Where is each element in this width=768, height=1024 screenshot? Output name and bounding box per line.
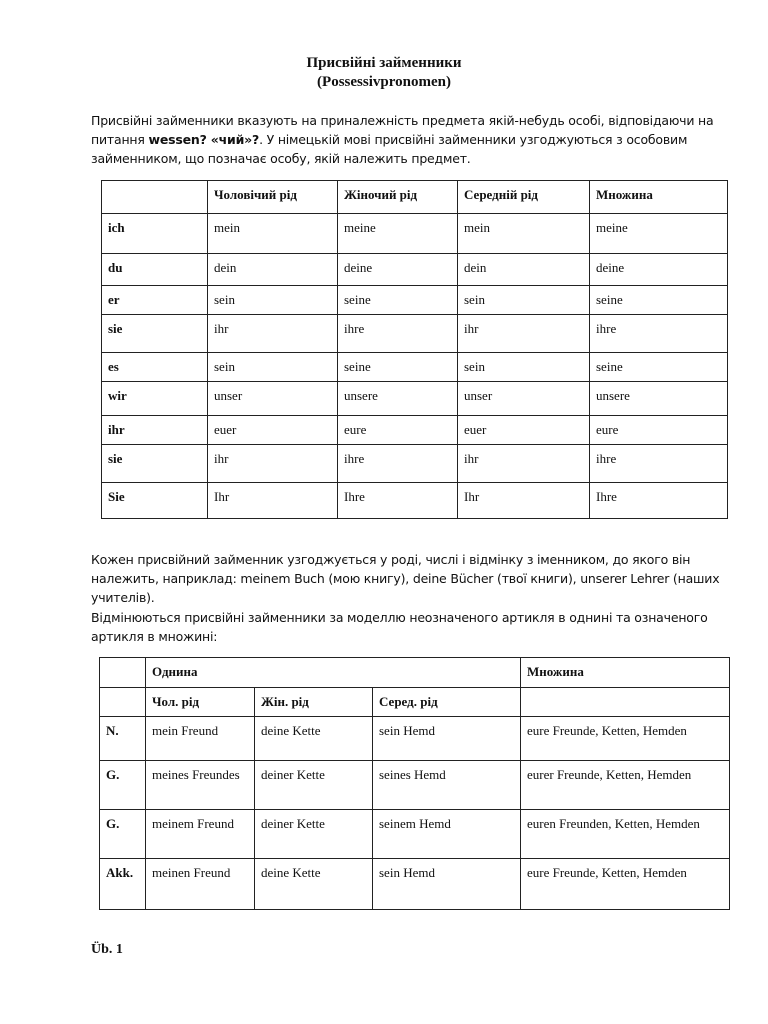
table-cell: unsere xyxy=(590,382,728,416)
table-header-cell: Чоловічий рід xyxy=(208,181,338,214)
agreement-paragraph: Кожен присвійний займенник узгоджується у роді, числі і відмінку з іменником, до якого він належить, наприклад: meinem Buch (мою книгу), deine Bücher (твої книги), unserer Lehrer (наших учителів). xyxy=(91,552,720,605)
table-cell: ihr xyxy=(458,315,590,353)
table-row xyxy=(100,859,730,910)
table-cell: seinem Hemd xyxy=(373,810,521,859)
table-cell: dein xyxy=(458,254,590,286)
table-header-cell xyxy=(100,658,146,688)
singular-header: Однина xyxy=(146,658,521,688)
table-header-cell: Середній рід xyxy=(458,181,590,214)
table-cell: Ihr xyxy=(208,483,338,519)
table-cell: ihre xyxy=(338,315,458,353)
table-header-cell xyxy=(521,688,730,717)
table-header-cell: Чол. рід xyxy=(146,688,255,717)
table-cell: ihr xyxy=(458,445,590,483)
table-cell: deine xyxy=(590,254,728,286)
table-header-cell xyxy=(100,688,146,717)
table-cell: ich xyxy=(102,214,208,254)
table-cell: deine Kette xyxy=(255,717,373,761)
table-cell: seine xyxy=(590,286,728,315)
table-header-row xyxy=(102,181,728,214)
table-row xyxy=(102,214,728,254)
table-cell: euren Freunden, Ketten, Hemden xyxy=(521,810,730,859)
table-cell: dein xyxy=(208,254,338,286)
table-cell: G. xyxy=(100,761,146,810)
table-cell: wir xyxy=(102,382,208,416)
table-cell: du xyxy=(102,254,208,286)
table-cell: ihr xyxy=(208,315,338,353)
table-header-cell: Жін. рід xyxy=(255,688,373,717)
table-row xyxy=(102,382,728,416)
page-subtitle: (Possessivpronomen) xyxy=(317,74,451,90)
table-cell: ihre xyxy=(590,445,728,483)
table-cell: meines Freundes xyxy=(146,761,255,810)
table-cell: Ihre xyxy=(590,483,728,519)
table-cell: mein Freund xyxy=(146,717,255,761)
plural-header: Множина xyxy=(521,658,730,688)
table-subheader-row xyxy=(100,688,730,717)
table-cell: ihre xyxy=(338,445,458,483)
table-cell: es xyxy=(102,353,208,382)
table-row xyxy=(100,717,730,761)
table-cell: Ihre xyxy=(338,483,458,519)
table-cell: sein xyxy=(208,286,338,315)
table-row xyxy=(100,810,730,859)
table-cell: sein xyxy=(458,353,590,382)
table-cell: deine xyxy=(338,254,458,286)
exercise-label: Üb. 1 xyxy=(91,942,123,957)
table-cell: Akk. xyxy=(100,859,146,910)
declension-table xyxy=(99,657,730,910)
table-cell: N. xyxy=(100,717,146,761)
table-row xyxy=(102,254,728,286)
table-cell: eure Freunde, Ketten, Hemden xyxy=(521,859,730,910)
table-header-cell: Жіночий рід xyxy=(338,181,458,214)
table-cell: sein Hemd xyxy=(373,717,521,761)
table-header-row xyxy=(100,658,730,688)
table-row xyxy=(100,761,730,810)
table-cell: meinem Freund xyxy=(146,810,255,859)
table-cell: sie xyxy=(102,315,208,353)
table-cell: unser xyxy=(208,382,338,416)
table-row xyxy=(102,416,728,445)
table-cell: mein xyxy=(458,214,590,254)
table-header-cell: Серед. рід xyxy=(373,688,521,717)
pronoun-table xyxy=(101,180,728,519)
table-cell: deine Kette xyxy=(255,859,373,910)
table-cell: meine xyxy=(338,214,458,254)
table-cell: sein Hemd xyxy=(373,859,521,910)
intro-text-2: . У німецькій мові присвійні займенники узгоджуються з особовим займенником, що позначає особу, якій належить предмет. xyxy=(91,132,688,166)
table-cell: meinen Freund xyxy=(146,859,255,910)
table-cell: seines Hemd xyxy=(373,761,521,810)
table-cell: ihr xyxy=(102,416,208,445)
table-header-cell xyxy=(102,181,208,214)
table-cell: eure xyxy=(338,416,458,445)
table-cell: euer xyxy=(208,416,338,445)
page-title: Присвійні займенники xyxy=(306,55,462,71)
intro-paragraph xyxy=(91,111,731,168)
table-cell: Ihr xyxy=(458,483,590,519)
table-cell: eure xyxy=(590,416,728,445)
intro-text-1: Присвійні займенники вказують на приналежність предмета якій-небудь особі, відповідаючи на питання xyxy=(91,113,714,147)
table-cell: Sie xyxy=(102,483,208,519)
declension-paragraph: Відмінюються присвійні займенники за моделлю неозначеного артикля в однині та означеного артикля в множині: xyxy=(91,610,708,644)
table-row xyxy=(102,315,728,353)
table-cell: G. xyxy=(100,810,146,859)
table-row xyxy=(102,483,728,519)
table-cell: sein xyxy=(458,286,590,315)
table-cell: deiner Kette xyxy=(255,810,373,859)
table-row xyxy=(102,445,728,483)
table-cell: mein xyxy=(208,214,338,254)
intro-question: wessen? «чий»? xyxy=(148,132,260,147)
table-cell: unsere xyxy=(338,382,458,416)
table-row xyxy=(102,353,728,382)
table-cell: unser xyxy=(458,382,590,416)
table-cell: ihre xyxy=(590,315,728,353)
table-cell: sein xyxy=(208,353,338,382)
table-cell: ihr xyxy=(208,445,338,483)
table-cell: seine xyxy=(590,353,728,382)
table-cell: seine xyxy=(338,286,458,315)
table-cell: seine xyxy=(338,353,458,382)
table-cell: er xyxy=(102,286,208,315)
table-cell: deiner Kette xyxy=(255,761,373,810)
table-cell: euer xyxy=(458,416,590,445)
table-cell: sie xyxy=(102,445,208,483)
table-cell: meine xyxy=(590,214,728,254)
table-header-cell: Множина xyxy=(590,181,728,214)
table-row xyxy=(102,286,728,315)
table-cell: eure Freunde, Ketten, Hemden xyxy=(521,717,730,761)
table-cell: eurer Freunde, Ketten, Hemden xyxy=(521,761,730,810)
